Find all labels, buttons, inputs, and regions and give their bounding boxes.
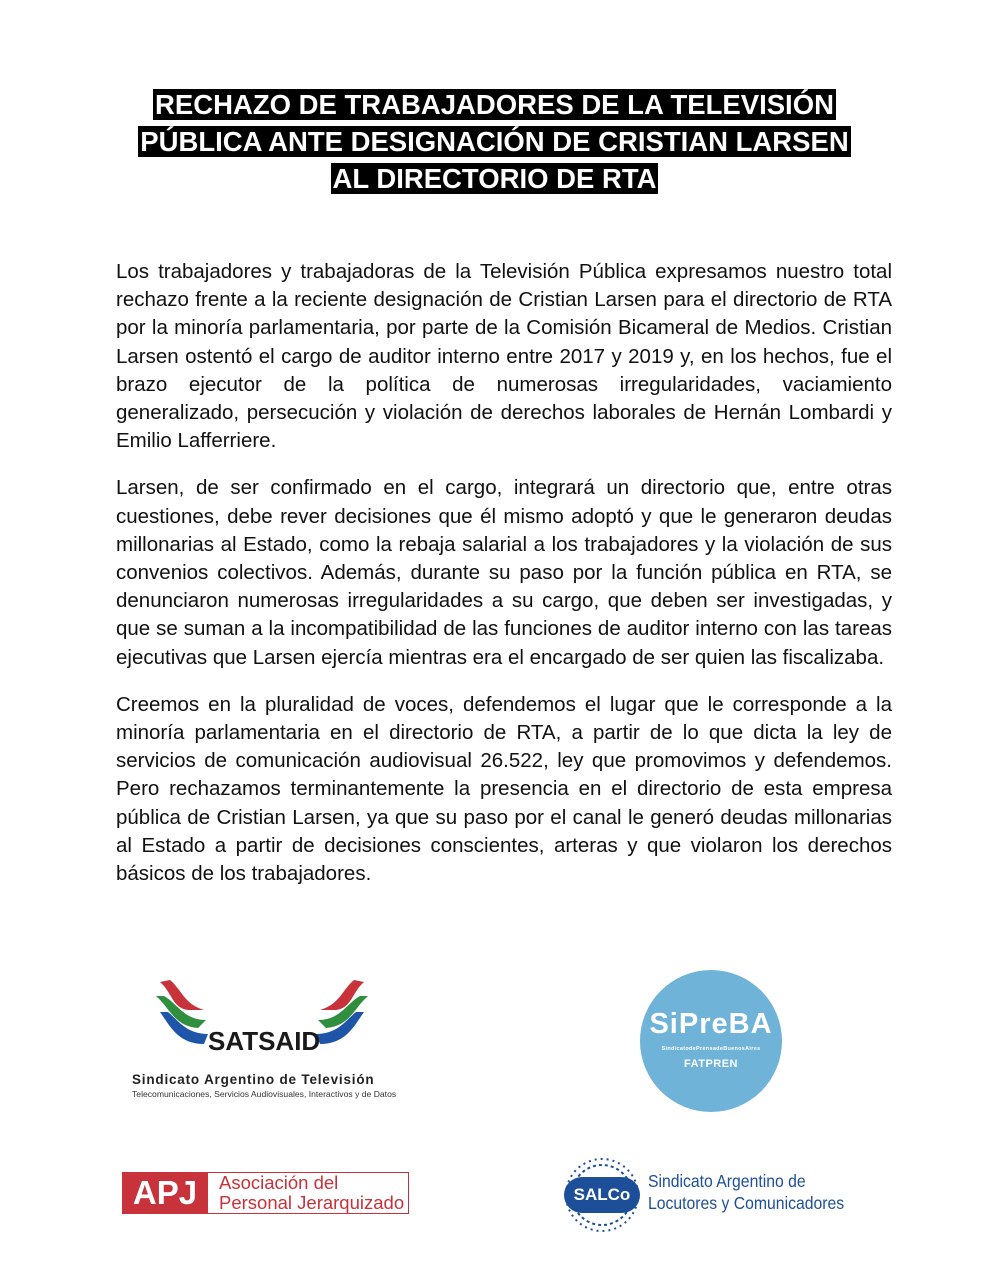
title-line: PÚBLICA ANTE DESIGNACIÓN DE CRISTIAN LARSEN — [140, 126, 849, 157]
statement-body — [116, 258, 892, 907]
satsaid-logo — [112, 968, 412, 1108]
satsaid-wordmark: SATSAID — [208, 1026, 321, 1056]
sipreba-tagline: SindicatodePrensadeBuenosAires — [661, 1046, 761, 1052]
satsaid-tagline: Telecomunicaciones, Servicios Audiovisuales, Interactivos y de Datos — [132, 1089, 397, 1099]
title-line: AL DIRECTORIO DE RTA — [332, 163, 657, 194]
paragraph: Creemos en la pluralidad de voces, defendemos el lugar que le corresponde a la minoría parlamentaria en el directorio de RTA, a partir de lo que dicta la ley de servicios de comunicación audiovisual 26.522, ley que promovimos y defendemos. Pero rechazamos terminantemente la presencia en el directorio de esta empresa pública de Cristian Larsen, ya que su paso por el canal le generó deudas millonarias al Estado a partir de decisiones conscientes, arteras y que violaron los derechos básicos de los trabajadores. — [116, 692, 892, 886]
apj-line: Personal Jerarquizado — [219, 1192, 405, 1213]
sipreba-affiliation: FATPREN — [683, 1058, 739, 1070]
apj-line: Asociación del — [219, 1172, 339, 1193]
sipreba-logo — [640, 970, 782, 1112]
satsaid-subtitle: Sindicato Argentino de Televisión — [132, 1072, 375, 1087]
salco-line: Sindicato Argentino de — [648, 1171, 806, 1191]
sipreba-wordmark: SiPreBA — [649, 1008, 773, 1040]
salco-logo — [560, 1155, 860, 1235]
title-line: RECHAZO DE TRABAJADORES DE LA TELEVISIÓN — [155, 89, 834, 120]
apj-acronym: APJ — [122, 1172, 208, 1214]
apj-name — [219, 1173, 404, 1213]
paragraph: Los trabajadores y trabajadoras de la Televisión Pública expresamos nuestro total rechazo frente a la reciente designación de Cristian Larsen para el directorio de RTA por la minoría parlamentaria, por parte de la Comisión Bicameral de Medios. Cristian Larsen ostentó el cargo de auditor interno entre 2017 y 2019 y, en los hechos, fue el brazo ejecutor de la política de numerosas irregularidades, vaciamiento generalizado, persecución y violación de derechos laborales de Hernán Lombardi y Emilio Lafferriere. — [116, 260, 892, 453]
salco-acronym: SALCo — [564, 1177, 640, 1213]
paragraph: Larsen, de ser confirmado en el cargo, integrará un directorio que, entre otras cuestiones, debe rever decisiones que él mismo adoptó y que le generaron deudas millonarias al Estado, como la rebaja salarial a los trabajadores y la violación de sus convenios colectivos. Además, durante su paso por la función pública en RTA, se denunciaron numerosas irregularidades a su cargo, que deben ser investigadas, y que se suman a la incompatibilidad de las funciones de auditor interno con las tareas ejecutivas que Larsen ejercía mientras era el encargado de ser quien las fiscalizaba. — [116, 476, 892, 669]
salco-name — [648, 1170, 844, 1214]
salco-line: Locutores y Comunicadores — [648, 1193, 845, 1213]
apj-logo — [122, 1172, 412, 1216]
document-title — [0, 86, 989, 197]
